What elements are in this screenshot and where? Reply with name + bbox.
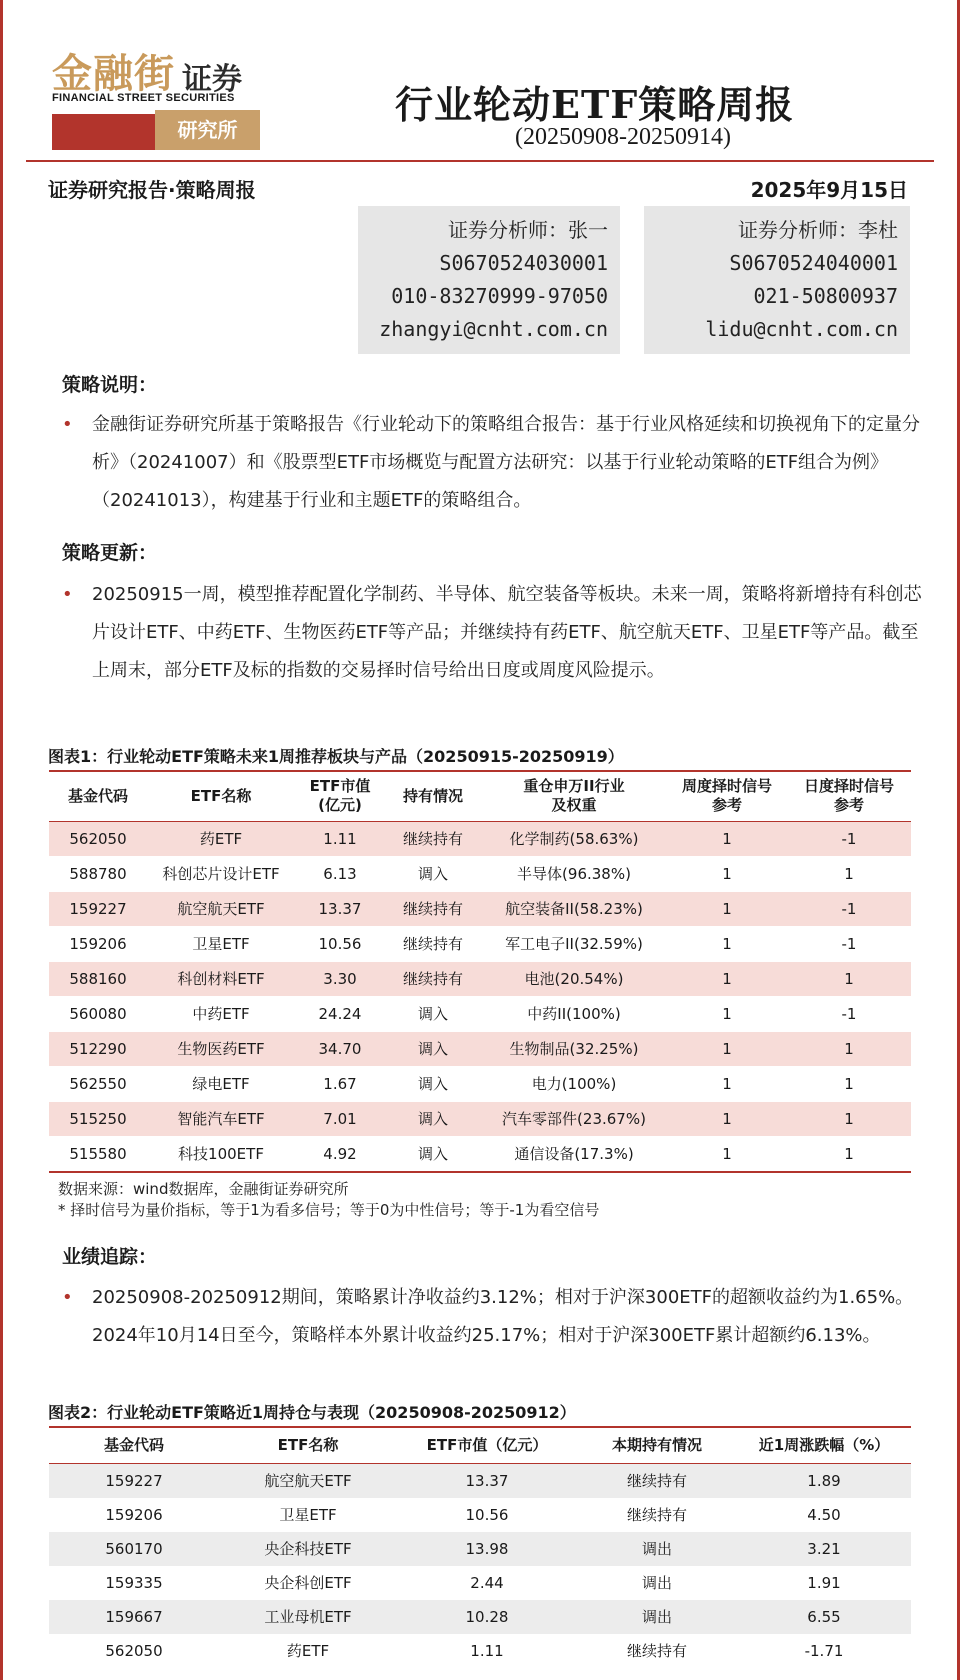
table-cell: 继续持有 xyxy=(402,830,463,848)
table-cell: 562550 xyxy=(69,1074,127,1093)
table-cell: 药ETF xyxy=(199,830,243,848)
table-cell: 1 xyxy=(722,1039,732,1058)
analyst-code: S0670524030001 xyxy=(439,251,608,275)
table-cell: 央企科技ETF xyxy=(264,1540,352,1558)
table-cell: 159335 xyxy=(105,1573,163,1592)
logo-dept: 研究所 xyxy=(155,110,260,150)
table-cell: 3.30 xyxy=(323,969,357,988)
analyst-code: S0670524040001 xyxy=(729,251,898,275)
table-cell: 继续持有 xyxy=(626,1506,687,1524)
table-header: ETF名称 xyxy=(190,786,252,805)
logo-en: FINANCIAL STREET SECURITIES xyxy=(52,92,235,104)
strategy-desc-paragraph xyxy=(62,406,922,520)
table-header: ETF名称 xyxy=(277,1435,339,1454)
table-cell: 10.28 xyxy=(465,1607,509,1626)
table-header: 近1周涨跌幅（%） xyxy=(758,1435,890,1454)
table-cell: 继续持有 xyxy=(402,970,463,988)
table-cell: 调出 xyxy=(641,1574,672,1592)
table-cell: 调入 xyxy=(417,1110,448,1128)
table-cell: 1.11 xyxy=(470,1641,504,1660)
table-cell: 10.56 xyxy=(465,1505,509,1524)
table1-footnote: * 择时信号为量价指标，等于1为看多信号；等于0为中性信号；等于-1为看空信号 xyxy=(58,1201,600,1219)
table-cell: -1 xyxy=(841,934,857,953)
table-cell: 562050 xyxy=(69,829,127,848)
table-cell: 1 xyxy=(722,899,732,918)
table-cell: 卫星ETF xyxy=(279,1506,337,1524)
table-cell: 588780 xyxy=(69,864,127,883)
table-cell: -1 xyxy=(841,899,857,918)
table-header: 本期持有情况 xyxy=(611,1435,702,1454)
analyst-phone: 021-50800937 xyxy=(753,284,898,308)
report-date-range: (20250908-20250914) xyxy=(515,124,731,150)
table-cell: 化学制药(58.63%) xyxy=(509,830,639,848)
strategy-update-paragraph xyxy=(62,576,922,690)
table-cell: 科技100ETF xyxy=(178,1145,264,1163)
table-cell: -1.71 xyxy=(804,1641,844,1660)
table-cell: 6.55 xyxy=(807,1607,841,1626)
analyst-card xyxy=(644,206,910,354)
table-cell: 13.37 xyxy=(318,899,362,918)
table-cell: 1 xyxy=(722,1144,732,1163)
report-title: 行业轮动ETF策略周报 xyxy=(395,82,795,127)
table-row xyxy=(49,1634,911,1668)
analyst-email: lidu@cnht.com.cn xyxy=(705,317,898,341)
table-cell: 1 xyxy=(722,1074,732,1093)
strategy-update-heading: 策略更新： xyxy=(62,542,158,564)
table-cell: 工业母机ETF xyxy=(264,1608,352,1626)
strategy-desc-heading: 策略说明： xyxy=(62,374,158,396)
table-cell: 生物医药ETF xyxy=(177,1040,265,1058)
analyst-name: 证券分析师：李杜 xyxy=(738,218,898,242)
table-cell: 159206 xyxy=(69,934,127,953)
table-cell: 2.44 xyxy=(470,1573,504,1592)
table-cell: 科创材料ETF xyxy=(177,970,265,988)
table-cell: 562050 xyxy=(105,1641,163,1660)
table-cell: 4.92 xyxy=(323,1144,357,1163)
table-cell: 1 xyxy=(722,969,732,988)
table2 xyxy=(49,1426,911,1668)
perf-paragraph xyxy=(62,1279,922,1355)
table-row xyxy=(49,1498,911,1532)
table-cell: 调入 xyxy=(417,1005,448,1023)
table-cell: -1 xyxy=(841,829,857,848)
perf-heading: 业绩追踪： xyxy=(62,1246,158,1268)
header-divider xyxy=(26,160,934,162)
table-header: ETF市值 (亿元) xyxy=(309,777,371,815)
table-cell: 1.67 xyxy=(323,1074,357,1093)
table-header: 基金代码 xyxy=(103,1435,164,1454)
table-cell: 继续持有 xyxy=(402,900,463,918)
table-cell: 34.70 xyxy=(318,1039,362,1058)
table-cell: 央企科创ETF xyxy=(264,1574,352,1592)
logo-red-block xyxy=(52,114,155,150)
table-cell: 1.91 xyxy=(807,1573,841,1592)
page-border-left xyxy=(0,0,3,1680)
table-cell: 电力(100%) xyxy=(531,1075,617,1093)
table-cell: 科创芯片设计ETF xyxy=(162,865,280,883)
table-cell: 绿电ETF xyxy=(192,1075,250,1093)
table-cell: 半导体(96.38%) xyxy=(517,865,631,883)
table-cell: 13.98 xyxy=(465,1539,509,1558)
table-cell: 512290 xyxy=(69,1039,127,1058)
table-cell: 通信设备(17.3%) xyxy=(514,1145,634,1163)
table-cell: 1 xyxy=(844,1109,854,1128)
table-cell: -1 xyxy=(841,1004,857,1023)
strategy-update-text: 20250915一周，模型推荐配置化学制药、半导体、航空装备等板块。未来一周，策略将新增持有科创芯片设计ETF、中药ETF、生物医药ETF等产品；并继续持有药ETF、航空航天ETF、卫星ETF等产品。截至上周末，部分ETF及标的指数的交易择时信号给出日度或周度风险提示。 xyxy=(92,584,922,681)
table-cell: 智能汽车ETF xyxy=(177,1110,265,1128)
table-header: 重仓申万II行业 及权重 xyxy=(523,777,625,815)
table-row xyxy=(49,1136,911,1172)
table-cell: 1 xyxy=(844,1074,854,1093)
table-cell: 调出 xyxy=(641,1608,672,1626)
table-row xyxy=(49,961,911,996)
table-cell: 继续持有 xyxy=(626,1472,687,1490)
table2-caption: 图表2：行业轮动ETF策略近1周持仓与表现（20250908-20250912） xyxy=(48,1403,576,1422)
logo-cn2: 证券 xyxy=(182,62,242,97)
table-header: ETF市值（亿元） xyxy=(426,1435,548,1454)
table-row xyxy=(49,926,911,961)
table-cell: 6.13 xyxy=(323,864,357,883)
table-header: 日度择时信号 参考 xyxy=(803,777,894,815)
logo-bar xyxy=(52,110,260,150)
table-row xyxy=(49,1532,911,1566)
table-cell: 卫星ETF xyxy=(192,935,250,953)
table-cell: 1 xyxy=(844,1144,854,1163)
table-cell: 航空装备II(58.23%) xyxy=(505,900,643,918)
table-header: 周度择时信号 参考 xyxy=(681,777,772,815)
table-cell: 159206 xyxy=(105,1505,163,1524)
strategy-desc-text: 金融街证券研究所基于策略报告《行业轮动下的策略组合报告：基于行业风格延续和切换视角下的定量分析》（20241007）和《股票型ETF市场概览与配置方法研究：以基于行业轮动策略的ETF组合为例》（20241013），构建基于行业和主题ETF的策略组合。 xyxy=(92,414,920,511)
table-header: 持有情况 xyxy=(402,786,463,805)
table-cell: 生物制品(32.25%) xyxy=(509,1040,639,1058)
table-cell: 航空航天ETF xyxy=(177,900,265,918)
table-row xyxy=(49,891,911,926)
table-cell: 515250 xyxy=(69,1109,127,1128)
table-row xyxy=(49,1463,911,1498)
table-cell: 1 xyxy=(844,969,854,988)
table-row xyxy=(49,1031,911,1066)
perf-text: 20250908-20250912期间，策略累计净收益约3.12%；相对于沪深300ETF的超额收益约为1.65%。2024年10月14日至今，策略样本外累计收益约25.17%；相对于沪深300ETF累计超额约6.13%。 xyxy=(92,1287,914,1346)
report-type: 证券研究报告·策略周报 xyxy=(48,178,256,202)
table-cell: 159667 xyxy=(105,1607,163,1626)
table-cell: 1 xyxy=(722,1004,732,1023)
table-row xyxy=(49,1066,911,1101)
table-cell: 药ETF xyxy=(286,1642,330,1660)
table-cell: 1.11 xyxy=(323,829,357,848)
table-cell: 3.21 xyxy=(807,1539,841,1558)
table1-source: 数据来源：wind数据库，金融街证券研究所 xyxy=(58,1180,349,1198)
table-cell: 调入 xyxy=(417,865,448,883)
company-logo xyxy=(52,42,252,152)
table-row xyxy=(49,821,911,856)
table-cell: 继续持有 xyxy=(402,935,463,953)
table-cell: 调入 xyxy=(417,1040,448,1058)
analyst-phone: 010-83270999-97050 xyxy=(391,284,608,308)
table-header: 基金代码 xyxy=(67,786,128,805)
bullet-icon: • xyxy=(62,414,73,435)
table-row xyxy=(49,1101,911,1136)
table-cell: 515580 xyxy=(69,1144,127,1163)
table-cell: 588160 xyxy=(69,969,127,988)
table-row xyxy=(49,1600,911,1634)
table-cell: 10.56 xyxy=(318,934,362,953)
table-cell: 军工电子II(32.59%) xyxy=(505,935,643,953)
table-cell: 13.37 xyxy=(465,1471,509,1490)
table1-caption: 图表1：行业轮动ETF策略未来1周推荐板块与产品（20250915-20250919） xyxy=(48,747,624,766)
table-cell: 调入 xyxy=(417,1145,448,1163)
table-cell: 航空航天ETF xyxy=(264,1472,352,1490)
table1 xyxy=(49,770,911,1173)
table-cell: 调入 xyxy=(417,1075,448,1093)
table-cell: 1 xyxy=(844,1039,854,1058)
table-cell: 电池(20.54%) xyxy=(524,970,624,988)
table-cell: 1 xyxy=(722,1109,732,1128)
table-cell: 1 xyxy=(722,829,732,848)
analyst-name: 证券分析师：张一 xyxy=(448,218,608,242)
table-cell: 560080 xyxy=(69,1004,127,1023)
table-row xyxy=(49,1566,911,1600)
table-cell: 1 xyxy=(722,934,732,953)
table-cell: 159227 xyxy=(105,1471,163,1490)
table-cell: 7.01 xyxy=(323,1109,357,1128)
analyst-email: zhangyi@cnht.com.cn xyxy=(379,317,608,341)
table-cell: 1.89 xyxy=(807,1471,841,1490)
table-cell: 继续持有 xyxy=(626,1642,687,1660)
analyst-card xyxy=(358,206,620,354)
table-cell: 159227 xyxy=(69,899,127,918)
table-cell: 4.50 xyxy=(807,1505,841,1524)
bullet-icon: • xyxy=(62,584,73,605)
table-header-row xyxy=(49,771,911,821)
table-cell: 1 xyxy=(722,864,732,883)
table-cell: 560170 xyxy=(105,1539,163,1558)
table-cell: 中药II(100%) xyxy=(527,1005,621,1023)
table-cell: 调出 xyxy=(641,1540,672,1558)
table-row xyxy=(49,996,911,1031)
table-cell: 中药ETF xyxy=(192,1005,250,1023)
table-row xyxy=(49,856,911,891)
logo-cn: 金融街 xyxy=(52,50,175,97)
table-cell: 1 xyxy=(844,864,854,883)
table-cell: 24.24 xyxy=(318,1004,362,1023)
report-date: 2025年9月15日 xyxy=(750,178,908,202)
table-header-row xyxy=(49,1427,911,1463)
bullet-icon: • xyxy=(62,1287,73,1308)
table-cell: 汽车零部件(23.67%) xyxy=(502,1110,646,1128)
